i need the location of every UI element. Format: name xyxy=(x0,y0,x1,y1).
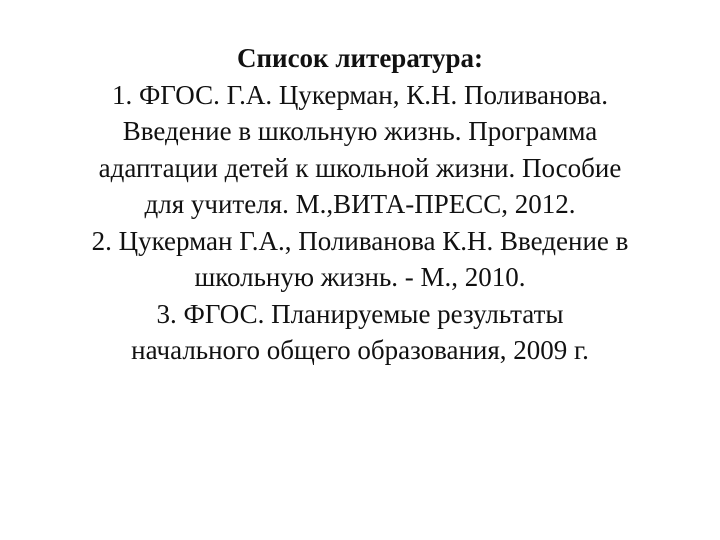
bibliography-line: для учителя. М.,ВИТА-ПРЕСС, 2012. xyxy=(144,189,576,219)
bibliography-line: 2. Цукерман Г.А., Поливанова К.Н. Введение в xyxy=(91,225,629,256)
bibliography-line: школьную жизнь. - М., 2010. xyxy=(194,262,526,292)
bibliography-line: 3. ФГОС. Планируемые результаты xyxy=(156,298,564,329)
bibliography-block xyxy=(28,40,692,369)
bibliography-line: начального общего образования, 2009 г. xyxy=(131,335,589,365)
bibliography-line: Введение в школьную жизнь. Программа xyxy=(122,116,598,146)
bibliography-line: 1. ФГОС. Г.А. Цукерман, К.Н. Поливанова. xyxy=(111,79,609,110)
bibliography-line: адаптации детей к школьной жизни. Пособие xyxy=(98,152,622,183)
bibliography-heading: Список литература: xyxy=(236,43,484,73)
